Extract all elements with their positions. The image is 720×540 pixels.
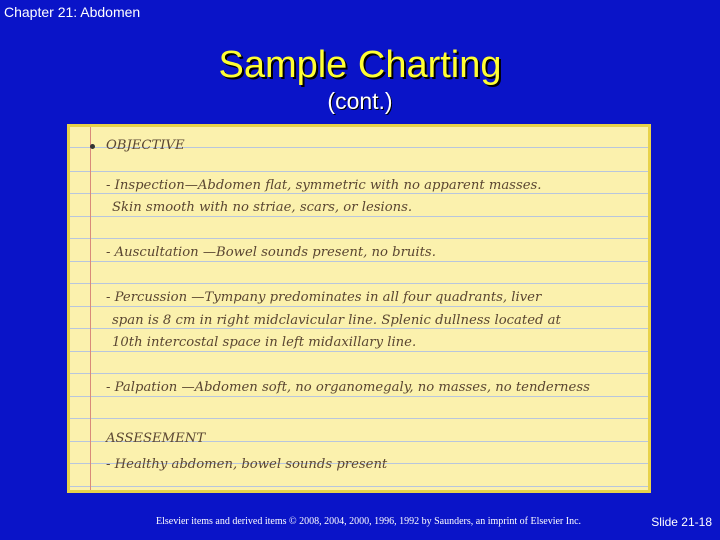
note-line-inspection: - Inspection—Abdomen flat, symmetric with no apparent masses.	[106, 178, 542, 193]
note-line-assessment: - Healthy abdomen, bowel sounds present	[106, 457, 388, 472]
paper-rule	[70, 238, 648, 239]
paper-rule	[70, 351, 648, 352]
paper-rule	[70, 486, 648, 487]
paper-rule	[70, 216, 648, 217]
slide-title: Sample Charting	[218, 44, 502, 86]
notepaper-image	[67, 124, 651, 493]
assessment-heading: ASSESEMENT	[106, 431, 206, 446]
note-line-percussion: - Percussion —Tympany predominates in all four quadrants, liver	[106, 290, 542, 305]
note-line-skin: Skin smooth with no striae, scars, or lesions.	[112, 200, 413, 215]
copyright-footer: Elsevier items and derived items © 2008, 2004, 2000, 1996, 1992 by Saunders, an imprint of Elsevier Inc.	[156, 516, 582, 527]
paper-rule	[70, 418, 648, 419]
objective-heading: OBJECTIVE	[106, 138, 185, 153]
paper-rule	[70, 396, 648, 397]
paper-rule	[70, 283, 648, 284]
paper-rule	[70, 373, 648, 374]
paper-rule	[70, 171, 648, 172]
note-line-palpation: - Palpation —Abdomen soft, no organomegaly, no masses, no tenderness	[106, 380, 590, 395]
slide-number: Slide 21-18	[651, 515, 712, 529]
paper-rule	[70, 261, 648, 262]
paper-rule	[70, 328, 648, 329]
paper-margin-line	[90, 127, 91, 490]
slide-subtitle: (cont.)	[327, 88, 393, 114]
note-line-liver-span: span is 8 cm in right midclavicular line. Splenic dullness located at	[112, 313, 561, 328]
paper-rule	[70, 193, 648, 194]
note-line-splenic: 10th intercostal space in left midaxillary line.	[112, 335, 417, 350]
bullet-dot	[90, 144, 95, 149]
paper-rule	[70, 306, 648, 307]
note-line-auscultation: - Auscultation —Bowel sounds present, no bruits.	[106, 245, 436, 260]
chapter-label: Chapter 21: Abdomen	[4, 4, 141, 20]
